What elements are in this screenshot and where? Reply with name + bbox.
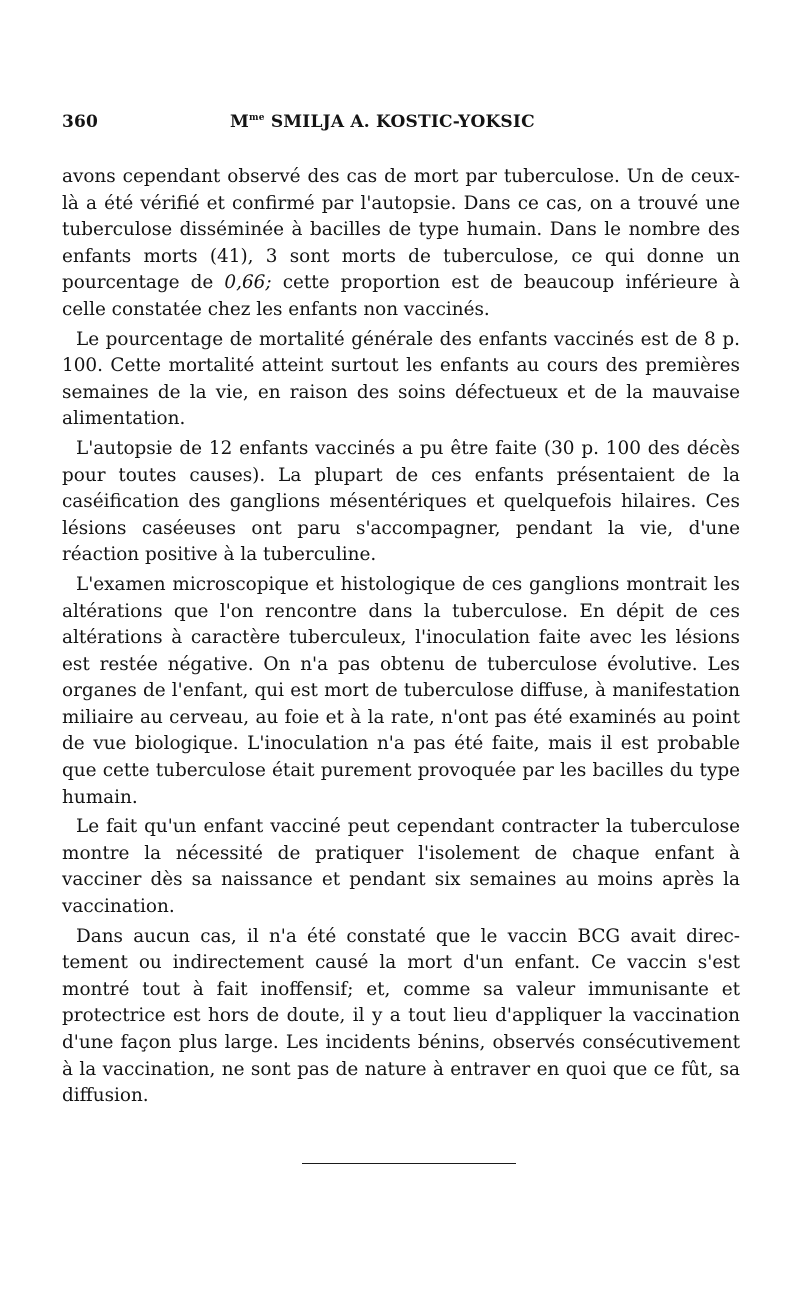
page-number: 360 — [62, 112, 99, 132]
paragraph-4: L'examen microscopique et histologique de ces ganglions montrait les altérations que l'on rencontre dans la tuberculose. En dépit de ces altérations à caractère tuberculeux, l'inoculation faite avec les lésions est restée négative. On n'a pas obtenu de tuberculose évolutive. Les organes de l'enfant, qui est mort de tuberculose diffuse, à manifestation miliaire au cerveau, au foie et à la rate, n'ont pas été examinés au point de vue biologique. L'inoculation n'a pas été faite, mais il est probable que cette tuberculose était purement provoquée par les bacilles du type humain. — [62, 573, 740, 808]
author-name: SMILJA A. KOSTIC-YOKSIC — [270, 112, 535, 132]
paragraph-5: Le fait qu'un enfant vacciné peut cependant contracter la tuberculose montre la nécessité de pratiquer l'isolement de chaque enfant à vacciner dès sa naissance et pendant six semaines au moins après la vaccination. — [62, 816, 740, 918]
paragraph-1-emphasis: 0,66; — [224, 272, 272, 294]
paragraph-6: Dans aucun cas, il n'a été constaté que le vaccin BCG avait directement ou indirectement causé la mort d'un enfant. Ce vaccin s'est montré tout à fait inoffensif; et, comme sa valeur immunisante et protectrice est hors de doute, il y a tout lieu d'appliquer la vaccination d'une façon plus large. Les incidents bénins, observés consécutivement à la vaccination, ne sont pas de nature à entraver en quoi que ce fût, sa diffusion. — [62, 925, 740, 1107]
paragraph-3: L'autopsie de 12 enfants vaccinés a pu être faite (30 p. 100 des décès pour toutes causes). La plupart de ces enfants présentaient de la caséification des ganglions mésentériques et quelquefois hilaires. Ces lésions caséeuses ont paru s'accompagner, pendant la vie, d'une réaction positive à la tuberculine. — [62, 437, 740, 566]
author-prefix: M — [230, 112, 250, 132]
paragraph-1-text: avons cependant observé des cas de mort par tuberculose. Un de ceux-là a été vérifié et confirmé par l'autopsie. Dans ce cas, on a trouvé une tuberculose disséminée à bacilles de type humain. Dans le nombre des enfants morts (41), 3 sont morts de tuberculose, ce qui donne un pourcentage de — [62, 166, 740, 294]
author-title-sup: me — [249, 113, 265, 123]
page — [62, 112, 740, 1113]
paragraph-1 — [62, 164, 740, 324]
paragraph-1-text-after: cette proportion est de beaucoup inférieure à celle constatée chez les enfants non vaccinés. — [62, 272, 740, 320]
author-heading — [230, 112, 535, 132]
body-text — [62, 164, 740, 1110]
section-end-rule — [302, 1163, 516, 1164]
running-head — [62, 112, 740, 142]
paragraph-2: Le pourcentage de mortalité générale des enfants vaccinés est de 8 p. 100. Cette mortalité atteint surtout les enfants au cours des premières semaines de la vie, en raison des soins défectueux et de la mauvaise alimentation. — [62, 328, 740, 430]
